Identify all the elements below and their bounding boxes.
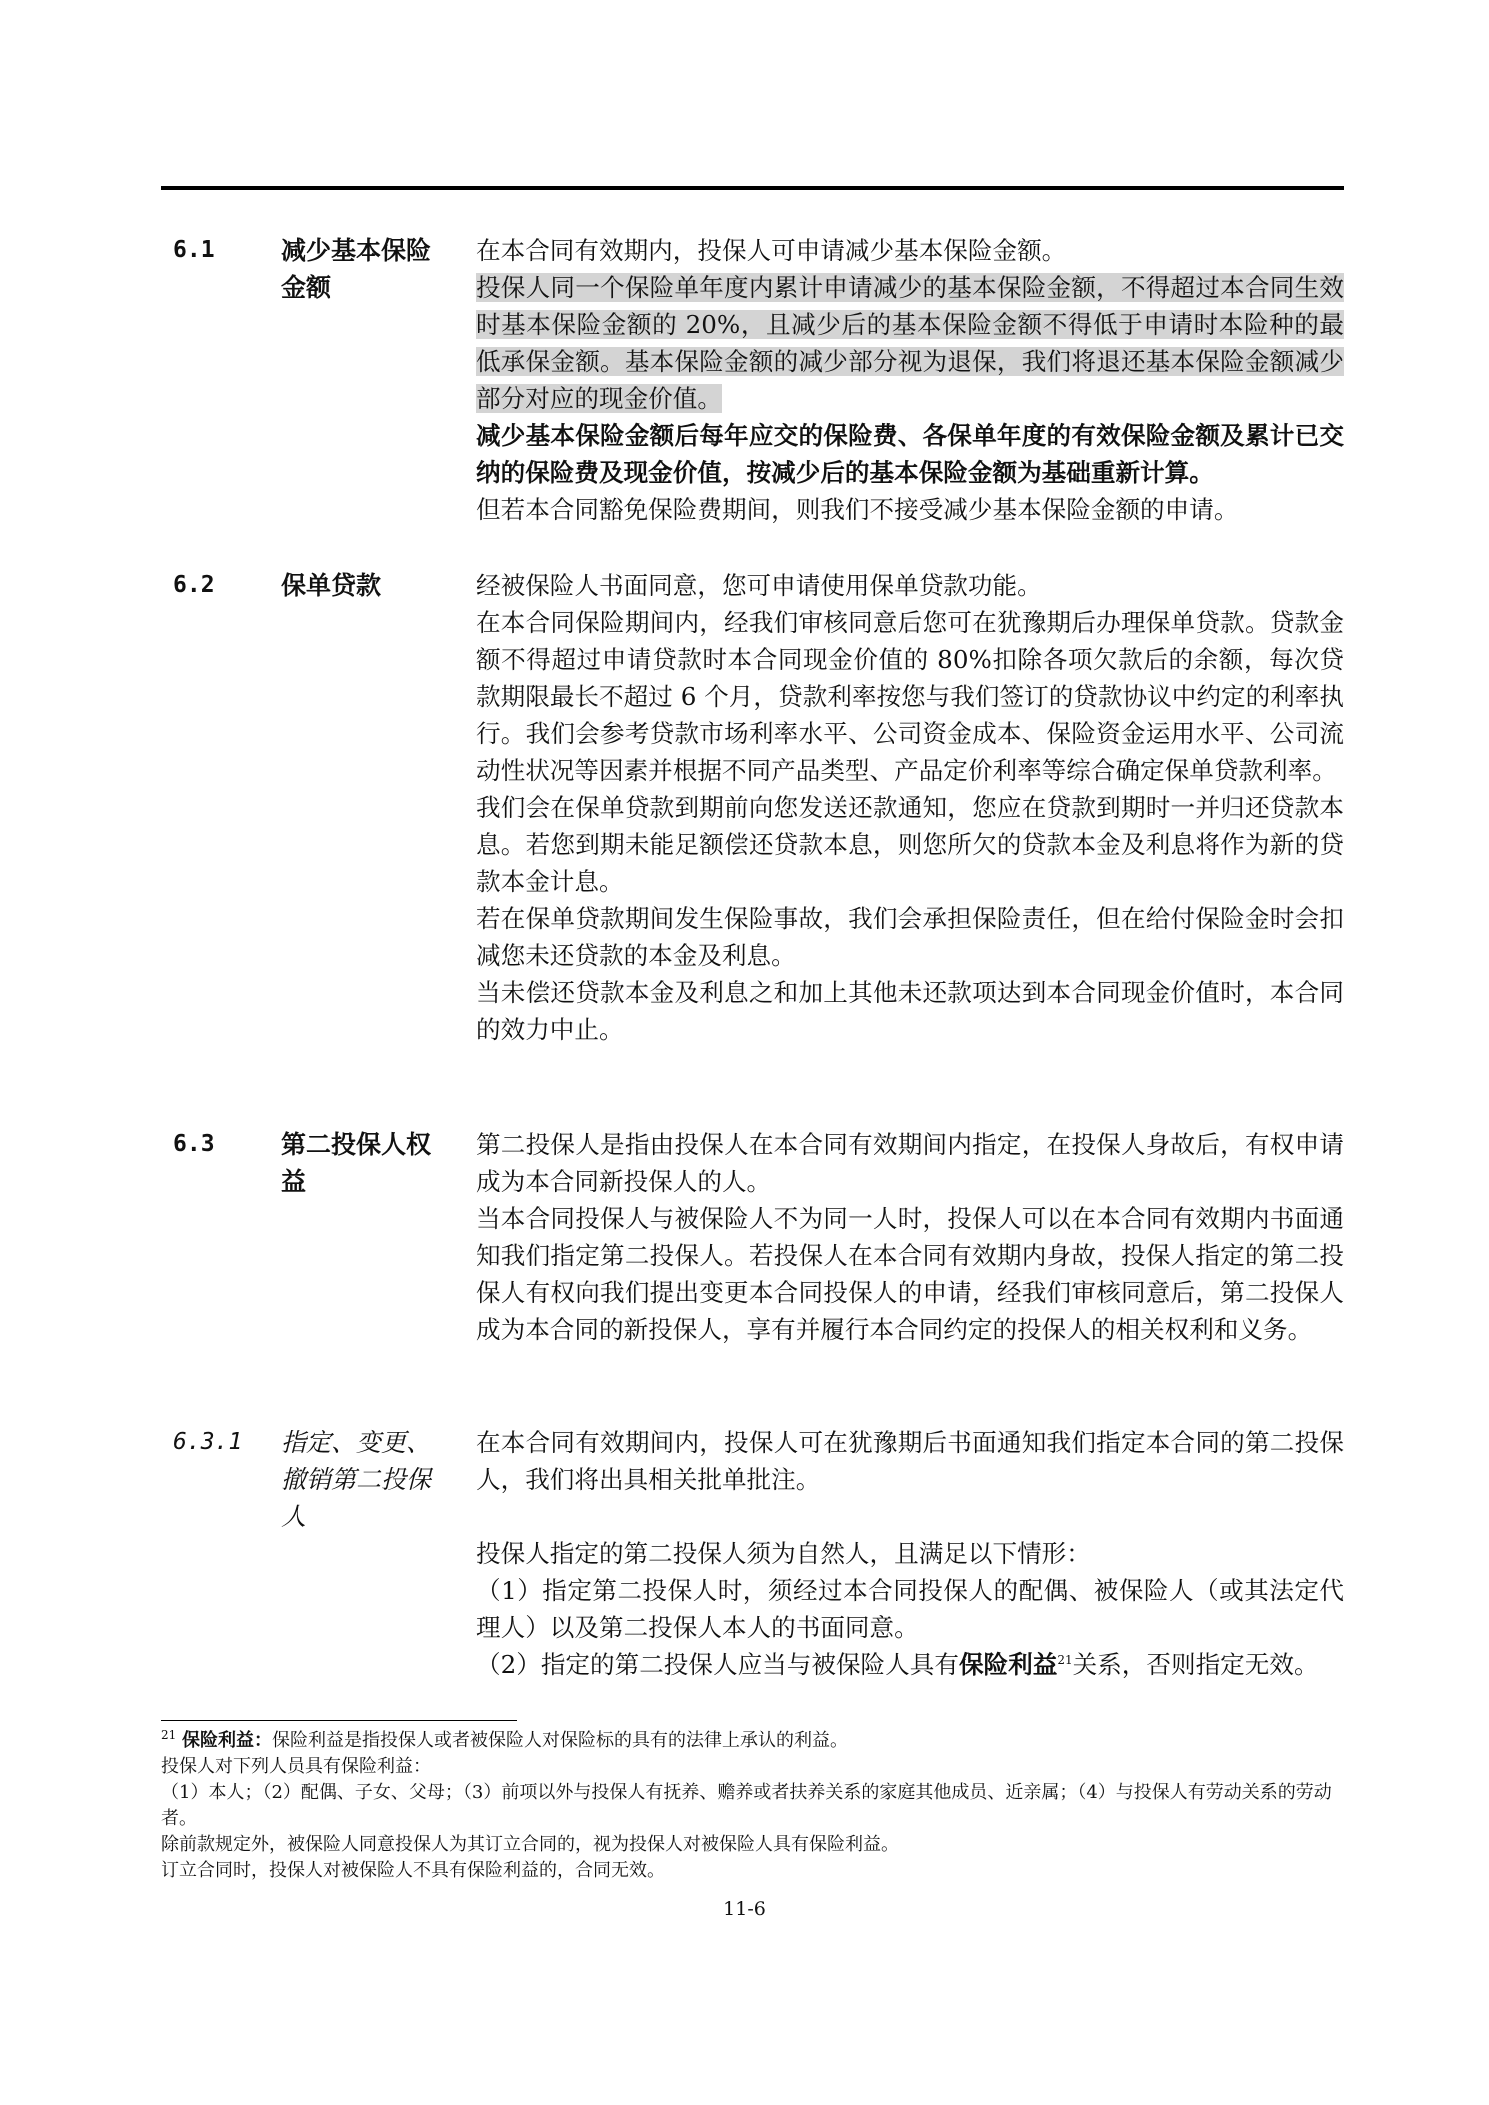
section-number: 6.2 xyxy=(173,572,215,598)
footnote-reference[interactable]: 21 xyxy=(1057,1652,1073,1667)
header-rule xyxy=(161,186,1344,190)
footnote-line: 除前款规定外，被保险人同意投保人为其订立合同的，视为投保人对被保险人具有保险利益。 xyxy=(161,1834,899,1855)
paragraph: 当未偿还贷款本金及利息之和加上其他未还款项达到本合同现金价值时，本合同的效力中止。 xyxy=(476,978,1344,1044)
paragraph: 第二投保人是指由投保人在本合同有效期间内指定，在投保人身故后，有权申请成为本合同新投保人的人。 xyxy=(476,1130,1344,1196)
paragraph: 经被保险人书面同意，您可申请使用保单贷款功能。 xyxy=(476,571,1042,600)
section-title: 指定、变更、撤销第二投保人 xyxy=(281,1428,432,1531)
paragraph: 若在保单贷款期间发生保险事故，我们会承担保险责任，但在给付保险金时会扣减您未还贷款的本金及利息。 xyxy=(476,904,1344,970)
footnote-term: 保险利益： xyxy=(182,1730,273,1751)
paragraph: 在本合同有效期内，投保人可申请减少基本保险金额。 xyxy=(476,236,1067,265)
paragraph xyxy=(476,1646,1344,1683)
highlight: 投保人同一个保险单年度内累计申请减少的基本保险金额，不得超过本合同生效时基本保险金额的 20%，且减少后的基本保险金额不得低于申请时本险种的最低承保金额。基本保险金额的减少部分视为退保，我们将退还基本保险金额减少部分对应的现金价值。 xyxy=(476,273,1344,413)
section-body xyxy=(476,1126,1344,1348)
paragraph: 我们会在保单贷款到期前向您发送还款通知，您应在贷款到期时一并归还贷款本息。若您到期未能足额偿还贷款本息，则您所欠的贷款本金及利息将作为新的贷款本金计息。 xyxy=(476,793,1344,896)
paragraph: 但若本合同豁免保险费期间，则我们不接受减少基本保险金额的申请。 xyxy=(476,495,1239,524)
section-number: 6.1 xyxy=(173,237,215,263)
paragraph: 在本合同有效期间内，投保人可在犹豫期后书面通知我们指定本合同的第二投保人，我们将出具相关批单批注。 xyxy=(476,1428,1344,1494)
bold-paragraph: 减少基本保险金额后每年应交的保险费、各保单年度的有效保险金额及累计已交纳的保险费及现金价值，按减少后的基本保险金额为基础重新计算。 xyxy=(476,421,1344,487)
footnote-rule xyxy=(161,1720,517,1721)
footnotes xyxy=(161,1728,1341,1884)
paragraph: 在本合同保险期间内，经我们审核同意后您可在犹豫期后办理保单贷款。贷款金额不得超过申请贷款时本合同现金价值的 80%扣除各项欠款后的余额，每次贷款期限最长不超过 6 个月，贷款利率按您与我们签订的贷款协议中约定的利率执行。我们会参考贷款市场利率水平、公司资金成本、保险资金运用水平、公司流动性状况等因素并根据不同产品类型、产品定价利率等综合确定保单贷款利率。 xyxy=(476,608,1344,785)
page-number: 11-6 xyxy=(723,1898,766,1920)
section-title: 保单贷款 xyxy=(281,571,382,600)
section-title: 第二投保人权益 xyxy=(281,1130,432,1196)
highlighted-paragraph xyxy=(476,269,1344,417)
footnote-text: 保险利益是指投保人或者被保险人对保险标的具有的法律上承认的利益。 xyxy=(272,1730,849,1751)
footnote-line: 投保人对下列人员具有保险利益： xyxy=(161,1756,431,1777)
paragraph-spacer xyxy=(476,1498,1344,1535)
footnote-line: 订立合同时，投保人对被保险人不具有保险利益的，合同无效。 xyxy=(161,1860,665,1881)
footnote-line: （1）本人；（2）配偶、子女、父母；（3）前项以外与投保人有抚养、赡养或者扶养关系的家庭其他成员、近亲属；（4）与投保人有劳动关系的劳动者。 xyxy=(161,1782,1332,1829)
section-body xyxy=(476,567,1344,1048)
section-body xyxy=(476,232,1344,528)
defined-term: 保险利益 xyxy=(958,1650,1058,1679)
paragraph: 投保人指定的第二投保人须为自然人，且满足以下情形： xyxy=(476,1539,1091,1568)
section-number: 6.3.1 xyxy=(173,1429,243,1455)
paragraph: （1）指定第二投保人时，须经过本合同投保人的配偶、被保险人（或其法定代理人）以及第二投保人本人的书面同意。 xyxy=(476,1576,1344,1642)
section-body xyxy=(476,1424,1344,1683)
text-fragment: 关系，否则指定无效。 xyxy=(1072,1650,1319,1679)
text-fragment: （2）指定的第二投保人应当与被保险人具有 xyxy=(476,1650,959,1679)
footnote-line xyxy=(161,1728,1341,1754)
paragraph: 当本合同投保人与被保险人不为同一人时，投保人可以在本合同有效期内书面通知我们指定第二投保人。若投保人在本合同有效期内身故，投保人指定的第二投保人有权向我们提出变更本合同投保人的申请，经我们审核同意后，第二投保人成为本合同的新投保人，享有并履行本合同约定的投保人的相关权利和义务。 xyxy=(476,1204,1344,1344)
section-number: 6.3 xyxy=(173,1131,215,1157)
footnote-marker: 21 xyxy=(161,1728,177,1742)
section-title: 减少基本保险金额 xyxy=(281,236,432,302)
